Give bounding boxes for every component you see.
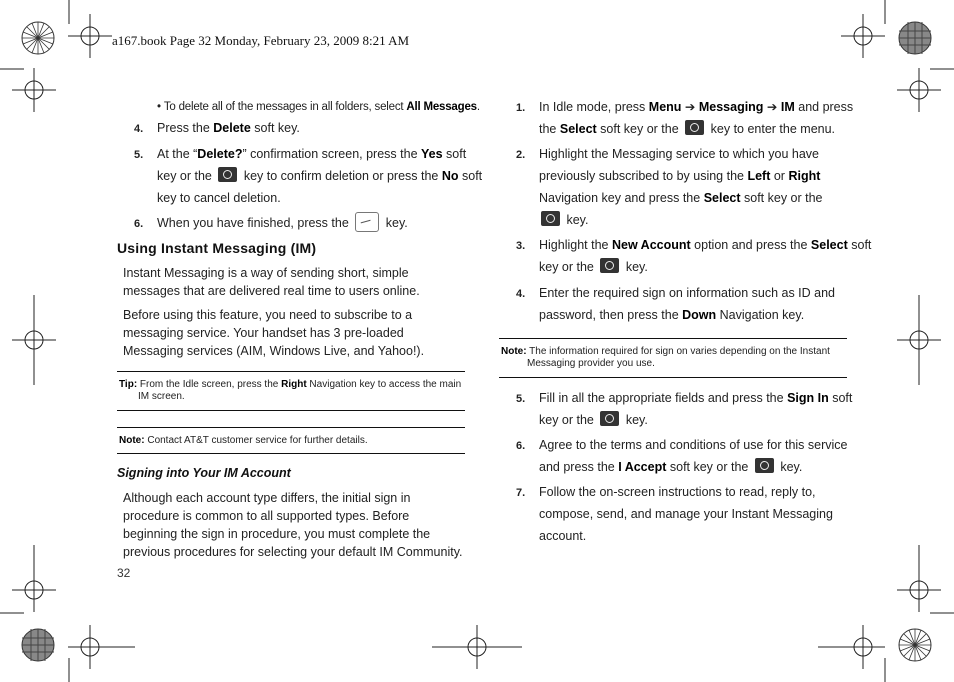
step-number: 6.	[516, 440, 526, 452]
step-3-text: Highlight the New Account option and press the Select soft key or the key.	[539, 238, 872, 274]
note-box: Note: Contact AT&T customer service for further details.	[119, 435, 368, 446]
step-number: 7.	[516, 487, 526, 499]
ok-key-icon	[685, 120, 704, 135]
step-6-right-text: Agree to the terms and conditions of use for this service and press the I Accept soft key or the key.	[539, 438, 848, 474]
divider	[499, 338, 847, 339]
ok-key-icon	[218, 167, 237, 182]
sign-in-paragraph: Although each account type differs, the initial sign in procedure is common to all supported types. Before beginning the sign in procedure, you must complete the previous procedures for selecting your default IM Community.	[123, 491, 463, 559]
section-heading: Using Instant Messaging (IM)	[117, 240, 317, 256]
tip-box: Tip: From the Idle screen, press the Right Navigation key to access the main IM screen.	[119, 379, 462, 402]
ok-key-icon	[600, 258, 619, 273]
step-2-text: Highlight the Messaging service to which you have previously subscribed to by using the Left or Right Navigation key and press the Select soft key or the key.	[539, 147, 823, 227]
divider	[499, 377, 847, 378]
step-number: 4.	[516, 288, 526, 300]
subsection-heading: Signing into Your IM Account	[117, 466, 291, 480]
print-header: a167.book Page 32 Monday, February 23, 2009 8:21 AM	[112, 33, 410, 48]
step-number: 5.	[516, 393, 526, 405]
ok-key-icon	[600, 411, 619, 426]
step-7-text: Follow the on-screen instructions to read, reply to, compose, send, and manage your Instant Messaging account.	[539, 485, 833, 543]
ok-key-icon	[541, 211, 560, 226]
step-4-text: Press the Delete soft key.	[157, 121, 300, 135]
step-number: 2.	[516, 149, 526, 161]
page-number: 32	[117, 566, 131, 580]
subscribe-paragraph: Before using this feature, you need to subscribe to a messaging service. Your handset has 3 pre-loaded Messaging services (AIM, Windows Live, and Yahoo!).	[123, 308, 425, 358]
divider	[117, 410, 465, 411]
step-5-text: At the “Delete?” confirmation screen, press the Yes soft key or the key to confirm deletion or press the No soft key to cancel deletion.	[157, 147, 483, 205]
bullet-glyph: •	[157, 101, 164, 113]
divider	[117, 427, 465, 428]
step-6-text: When you have finished, press the key.	[157, 212, 408, 234]
step-number: 6.	[134, 218, 144, 230]
step-number: 4.	[134, 123, 144, 135]
divider	[117, 371, 465, 372]
step-number: 1.	[516, 102, 526, 114]
bullet-item: • To delete all of the messages in all folders, select All Messages.	[157, 101, 480, 113]
ok-key-icon	[755, 458, 774, 473]
step-4-right-text: Enter the required sign on information such as ID and password, then press the Down Navigation key.	[539, 286, 836, 322]
intro-paragraph: Instant Messaging is a way of sending short, simple messages that are delivered real time to users online.	[123, 266, 420, 298]
step-number: 3.	[516, 240, 526, 252]
step-1-text: In Idle mode, press Menu ➔ Messaging ➔ IM and press the Select soft key or the key to enter the menu.	[539, 100, 854, 136]
step-5-right-text: Fill in all the appropriate fields and press the Sign In soft key or the key.	[539, 391, 853, 427]
end-key-icon	[355, 212, 379, 232]
step-number: 5.	[134, 149, 144, 161]
note-box: Note: The information required for sign on varies depending on the Instant Messaging provider you use.	[501, 346, 830, 369]
divider	[117, 453, 465, 454]
